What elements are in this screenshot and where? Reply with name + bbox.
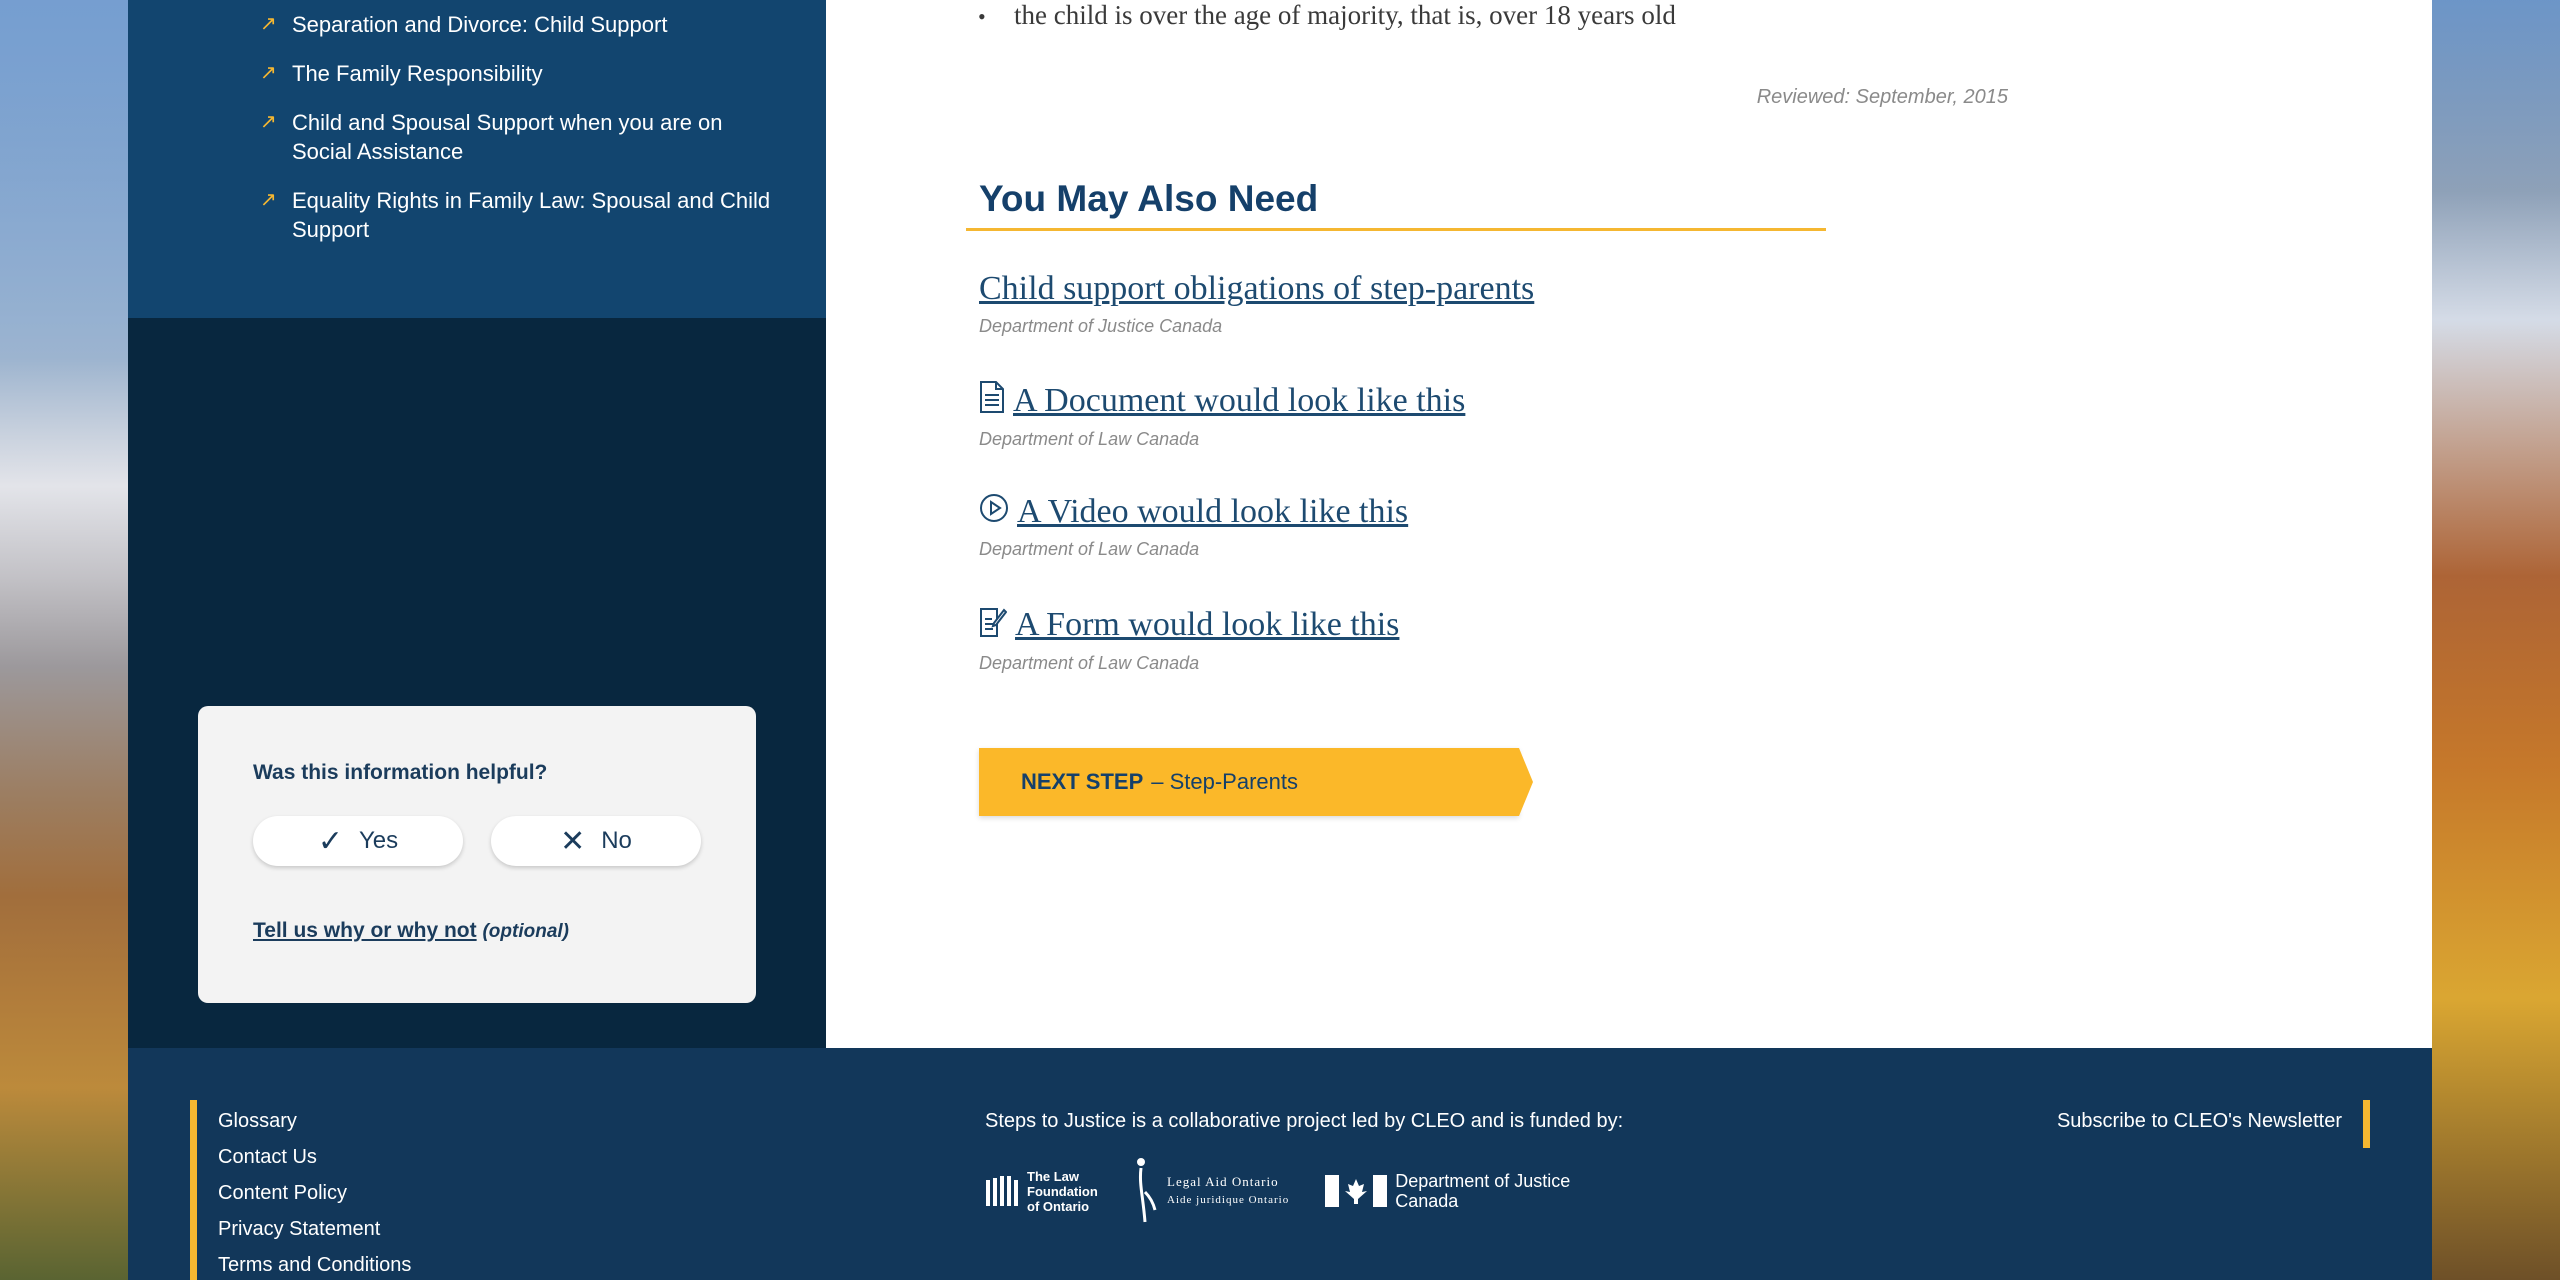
legal-aid-name-fr: Aide juridique Ontario	[1167, 1194, 1290, 1206]
document-icon	[979, 381, 1005, 421]
legal-aid-figure-icon	[1133, 1156, 1159, 1226]
video-play-icon	[979, 493, 1009, 531]
next-step-prefix: NEXT STEP	[1021, 769, 1144, 794]
section-divider	[966, 228, 1826, 231]
resource-title: Child support obligations of step-parents	[979, 270, 1535, 307]
funding-text: Steps to Justice is a collaborative project led by CLEO and is funded by:	[985, 1110, 1624, 1132]
reviewed-date: Reviewed: September, 2015	[1756, 86, 2008, 108]
footer-link-privacy[interactable]: Privacy Statement	[218, 1218, 381, 1240]
feedback-card	[198, 706, 756, 1003]
law-foundation-name: The Law Foundation of Ontario	[1027, 1168, 1098, 1214]
arrow-up-right-icon: ↗	[260, 13, 277, 35]
next-step-button[interactable]	[979, 748, 1519, 816]
no-label: No	[601, 827, 632, 854]
close-icon: ✕	[560, 824, 586, 858]
related-link-item[interactable]	[260, 10, 780, 39]
arrow-up-right-icon: ↗	[260, 111, 277, 133]
subscribe-accent-bar	[2363, 1100, 2370, 1148]
related-link[interactable]: Separation and Divorce: Child Support	[292, 12, 668, 37]
resource-link[interactable]	[979, 493, 1408, 531]
related-topics-panel	[128, 0, 826, 318]
resource-title: A Document would look like this	[1013, 382, 1466, 419]
canada-flag-icon	[1325, 1175, 1387, 1207]
footer-accent-bar	[190, 1100, 197, 1280]
resource-source: Department of Law Canada	[979, 653, 1200, 673]
law-foundation-mark-icon	[985, 1174, 1019, 1208]
footer-links	[218, 1110, 411, 1280]
resource-title: A Video would look like this	[1017, 493, 1409, 530]
next-step-label: – Step-Parents	[1151, 769, 1298, 794]
funder-logos	[985, 1156, 1575, 1226]
subscribe-newsletter-link[interactable]: Subscribe to CLEO's Newsletter	[2056, 1110, 2342, 1132]
tell-why-row	[253, 919, 569, 943]
optional-note: (optional)	[482, 921, 570, 942]
no-button[interactable]	[491, 816, 701, 866]
feedback-question: Was this information helpful?	[253, 761, 548, 784]
resource-item	[979, 605, 1399, 674]
footer-link-terms[interactable]: Terms and Conditions	[218, 1254, 412, 1276]
desktop-wallpaper-right	[2432, 0, 2560, 1280]
legal-aid-name: Legal Aid Ontario	[1167, 1174, 1279, 1189]
bullet-text: the child is over the age of majority, that is, over 18 years old	[1014, 0, 1676, 30]
related-link[interactable]: Equality Rights in Family Law: Spousal and Child Support	[292, 188, 771, 242]
resource-item	[979, 381, 1465, 450]
related-link-item[interactable]	[260, 59, 780, 88]
desktop-wallpaper-left	[0, 0, 128, 1280]
resource-item	[979, 493, 1408, 560]
related-link[interactable]: The Family Responsibility	[292, 61, 543, 86]
bullet-item	[978, 0, 1676, 31]
footer-link-contact[interactable]: Contact Us	[218, 1146, 317, 1168]
yes-label: Yes	[358, 827, 399, 854]
form-icon	[979, 605, 1007, 645]
yes-button[interactable]	[253, 816, 463, 866]
browser-page	[128, 0, 2432, 1280]
resource-source: Department of Justice Canada	[979, 316, 1223, 336]
doj-name: Department of Justice Canada	[1395, 1171, 1571, 1211]
arrow-up-right-icon: ↗	[260, 189, 277, 211]
legal-aid-ontario-logo[interactable]	[1133, 1156, 1289, 1226]
footer-link-glossary[interactable]: Glossary	[218, 1110, 297, 1132]
footer-link-content-policy[interactable]: Content Policy	[218, 1182, 347, 1204]
resource-link[interactable]	[979, 270, 1534, 308]
related-links-list	[260, 10, 780, 264]
law-foundation-logo[interactable]	[985, 1169, 1097, 1214]
checkmark-icon: ✓	[317, 824, 343, 858]
resource-source: Department of Law Canada	[979, 429, 1200, 449]
resource-link[interactable]	[979, 605, 1399, 645]
page-footer	[128, 1048, 2432, 1280]
bullet-icon: •	[978, 4, 986, 29]
resource-source: Department of Law Canada	[979, 539, 1200, 559]
arrow-up-right-icon: ↗	[260, 62, 277, 84]
resource-link[interactable]	[979, 381, 1465, 421]
department-of-justice-logo[interactable]	[1325, 1171, 1575, 1211]
related-link-item[interactable]	[260, 186, 780, 244]
resource-title: A Form would look like this	[1015, 606, 1400, 643]
related-link[interactable]: Child and Spousal Support when you are on Social Assistance	[292, 110, 723, 164]
section-title: You May Also Need	[979, 178, 1319, 219]
resource-item	[979, 270, 1534, 337]
sidebar-lower	[128, 318, 826, 1048]
related-link-item[interactable]	[260, 108, 780, 166]
tell-why-link[interactable]: Tell us why or why not	[253, 919, 477, 942]
